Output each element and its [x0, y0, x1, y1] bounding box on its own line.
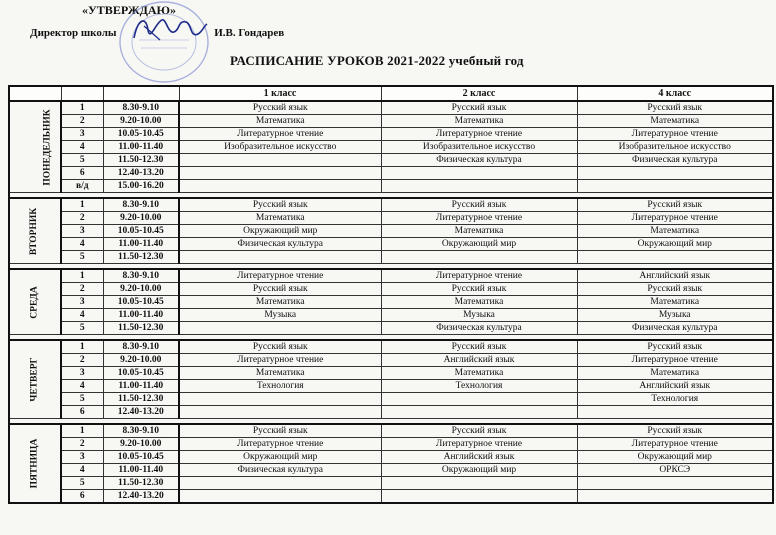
- lesson-time: 11.00-11.40: [103, 141, 179, 154]
- lesson-number: 3: [61, 128, 103, 141]
- class-2-subject: Музыка: [381, 309, 577, 322]
- lesson-row: [9, 424, 773, 438]
- lesson-time: 11.50-12.30: [103, 393, 179, 406]
- lesson-row: [9, 154, 773, 167]
- day-name-cell: [9, 340, 61, 419]
- lesson-number: 2: [61, 115, 103, 128]
- class-4-subject: ОРКСЭ: [577, 464, 773, 477]
- day-name: ПОНЕДЕЛЬНИК: [42, 108, 53, 186]
- class-1-subject: Математика: [179, 367, 381, 380]
- class-4-subject: Технология: [577, 393, 773, 406]
- class-2-subject: Изобразительное искусство: [381, 141, 577, 154]
- class-4-subject: [577, 490, 773, 504]
- day-name-cell: [9, 269, 61, 335]
- lesson-time: 11.50-12.30: [103, 154, 179, 167]
- header-row: [9, 86, 773, 101]
- class-2-subject: Русский язык: [381, 283, 577, 296]
- lesson-time: 12.40-13.20: [103, 490, 179, 504]
- lesson-time: 10.05-10.45: [103, 451, 179, 464]
- lesson-number: 2: [61, 283, 103, 296]
- class-4-subject: Русский язык: [577, 101, 773, 115]
- class-2-subject: Английский язык: [381, 451, 577, 464]
- lesson-number: 5: [61, 154, 103, 167]
- class-1-subject: Литературное чтение: [179, 128, 381, 141]
- page-title: РАСПИСАНИЕ УРОКОВ 2021-2022 учебный год: [230, 53, 524, 68]
- lesson-time: 11.50-12.30: [103, 322, 179, 335]
- schedule-body: [9, 101, 773, 503]
- lesson-number: 1: [61, 269, 103, 283]
- lesson-number: в/д: [61, 180, 103, 193]
- lesson-number: 5: [61, 477, 103, 490]
- lesson-number: 2: [61, 212, 103, 225]
- lesson-time: 9.20-10.00: [103, 212, 179, 225]
- signature-icon: [130, 12, 210, 46]
- class-1-subject: Окружающий мир: [179, 225, 381, 238]
- lesson-row: [9, 212, 773, 225]
- director-name: И.В. Гондарев: [214, 27, 285, 39]
- lesson-number: 2: [61, 438, 103, 451]
- class-4-subject: Математика: [577, 225, 773, 238]
- lesson-time: 10.05-10.45: [103, 225, 179, 238]
- class-4-subject: Литературное чтение: [577, 354, 773, 367]
- lesson-number: 5: [61, 322, 103, 335]
- class-1-header: 1 класс: [179, 86, 381, 101]
- class-2-subject: Математика: [381, 296, 577, 309]
- class-4-subject: Русский язык: [577, 283, 773, 296]
- lesson-time: 12.40-13.20: [103, 406, 179, 419]
- class-2-subject: Русский язык: [381, 198, 577, 212]
- class-4-header: 4 класс: [577, 86, 773, 101]
- class-2-subject: Физическая культура: [381, 154, 577, 167]
- class-1-subject: Физическая культура: [179, 238, 381, 251]
- time-header: [103, 86, 179, 101]
- class-4-subject: Математика: [577, 367, 773, 380]
- class-1-subject: Литературное чтение: [179, 354, 381, 367]
- class-1-subject: [179, 167, 381, 180]
- lesson-number: 4: [61, 141, 103, 154]
- class-2-subject: [381, 180, 577, 193]
- lesson-number: 1: [61, 198, 103, 212]
- class-2-subject: [381, 393, 577, 406]
- schedule-table: [8, 85, 774, 504]
- day-name: СРЕДА: [29, 285, 40, 319]
- lesson-number: 4: [61, 380, 103, 393]
- lesson-row: [9, 180, 773, 193]
- lesson-number: 3: [61, 367, 103, 380]
- lesson-row: [9, 367, 773, 380]
- lesson-number: 6: [61, 406, 103, 419]
- director-label: Директор школы: [30, 27, 117, 39]
- class-2-subject: Технология: [381, 380, 577, 393]
- class-1-subject: [179, 490, 381, 504]
- lesson-time: 8.30-9.10: [103, 101, 179, 115]
- lesson-time: 15.00-16.20: [103, 180, 179, 193]
- lesson-row: [9, 309, 773, 322]
- class-2-subject: Русский язык: [381, 340, 577, 354]
- class-1-subject: [179, 154, 381, 167]
- class-1-subject: [179, 251, 381, 264]
- class-1-subject: Русский язык: [179, 198, 381, 212]
- lesson-number: 1: [61, 340, 103, 354]
- class-2-subject: Литературное чтение: [381, 212, 577, 225]
- class-4-subject: Литературное чтение: [577, 438, 773, 451]
- class-2-subject: [381, 167, 577, 180]
- lesson-row: [9, 269, 773, 283]
- lesson-time: 9.20-10.00: [103, 115, 179, 128]
- lesson-time: 11.50-12.30: [103, 251, 179, 264]
- lesson-time: 11.50-12.30: [103, 477, 179, 490]
- day-name-cell: [9, 198, 61, 264]
- class-4-subject: Музыка: [577, 309, 773, 322]
- day-name: ЧЕТВЕРГ: [29, 357, 40, 402]
- class-2-subject: [381, 406, 577, 419]
- lesson-row: [9, 296, 773, 309]
- class-4-subject: [577, 406, 773, 419]
- lesson-row: [9, 167, 773, 180]
- lesson-number: 1: [61, 424, 103, 438]
- class-1-subject: Технология: [179, 380, 381, 393]
- approval-heading: «УТВЕРЖДАЮ»: [82, 3, 177, 17]
- class-1-subject: Литературное чтение: [179, 269, 381, 283]
- class-2-subject: [381, 477, 577, 490]
- lesson-time: 8.30-9.10: [103, 198, 179, 212]
- lesson-row: [9, 393, 773, 406]
- class-4-subject: Английский язык: [577, 269, 773, 283]
- class-1-subject: Литературное чтение: [179, 438, 381, 451]
- lesson-time: 11.00-11.40: [103, 380, 179, 393]
- lesson-number: 4: [61, 464, 103, 477]
- class-4-subject: Литературное чтение: [577, 128, 773, 141]
- class-4-subject: Русский язык: [577, 198, 773, 212]
- lesson-row: [9, 490, 773, 504]
- class-2-subject: Физическая культура: [381, 322, 577, 335]
- lesson-row: [9, 115, 773, 128]
- class-1-subject: Физическая культура: [179, 464, 381, 477]
- lesson-row: [9, 251, 773, 264]
- lesson-row: [9, 438, 773, 451]
- lesson-time: 8.30-9.10: [103, 340, 179, 354]
- class-4-subject: [577, 477, 773, 490]
- lesson-time: 11.00-11.40: [103, 464, 179, 477]
- lesson-row: [9, 477, 773, 490]
- class-2-subject: Русский язык: [381, 101, 577, 115]
- lesson-number: 4: [61, 309, 103, 322]
- lesson-time: 9.20-10.00: [103, 283, 179, 296]
- class-2-subject: [381, 490, 577, 504]
- lesson-time: 10.05-10.45: [103, 367, 179, 380]
- lesson-number: 2: [61, 354, 103, 367]
- lesson-time: 11.00-11.40: [103, 238, 179, 251]
- number-header: [61, 86, 103, 101]
- lesson-row: [9, 322, 773, 335]
- class-2-subject: Окружающий мир: [381, 238, 577, 251]
- class-1-subject: Математика: [179, 115, 381, 128]
- class-2-subject: Окружающий мир: [381, 464, 577, 477]
- lesson-time: 10.05-10.45: [103, 296, 179, 309]
- lesson-number: 5: [61, 393, 103, 406]
- class-4-subject: Математика: [577, 115, 773, 128]
- class-1-subject: Математика: [179, 296, 381, 309]
- class-4-subject: Окружающий мир: [577, 238, 773, 251]
- class-1-subject: [179, 406, 381, 419]
- lesson-number: 5: [61, 251, 103, 264]
- lesson-row: [9, 451, 773, 464]
- lesson-row: [9, 238, 773, 251]
- lesson-row: [9, 464, 773, 477]
- lesson-time: 8.30-9.10: [103, 269, 179, 283]
- lesson-number: 3: [61, 296, 103, 309]
- lesson-time: 10.05-10.45: [103, 128, 179, 141]
- lesson-number: 3: [61, 225, 103, 238]
- class-4-subject: Литературное чтение: [577, 212, 773, 225]
- lesson-time: 9.20-10.00: [103, 354, 179, 367]
- class-2-subject: Литературное чтение: [381, 269, 577, 283]
- lesson-row: [9, 406, 773, 419]
- class-4-subject: [577, 167, 773, 180]
- class-1-subject: Русский язык: [179, 424, 381, 438]
- class-2-subject: Математика: [381, 225, 577, 238]
- lesson-row: [9, 380, 773, 393]
- class-4-subject: Английский язык: [577, 380, 773, 393]
- class-4-subject: Изобразительное искусство: [577, 141, 773, 154]
- class-1-subject: [179, 477, 381, 490]
- class-2-subject: Математика: [381, 367, 577, 380]
- class-4-subject: Окружающий мир: [577, 451, 773, 464]
- class-4-subject: Русский язык: [577, 340, 773, 354]
- class-1-subject: Русский язык: [179, 101, 381, 115]
- class-2-subject: Математика: [381, 115, 577, 128]
- class-4-subject: [577, 180, 773, 193]
- lesson-number: 3: [61, 451, 103, 464]
- class-1-subject: Математика: [179, 212, 381, 225]
- class-1-subject: Русский язык: [179, 283, 381, 296]
- lesson-row: [9, 198, 773, 212]
- lesson-time: 12.40-13.20: [103, 167, 179, 180]
- class-1-subject: [179, 393, 381, 406]
- class-2-subject: Русский язык: [381, 424, 577, 438]
- class-1-subject: Музыка: [179, 309, 381, 322]
- day-name-cell: [9, 101, 61, 193]
- class-2-subject: [381, 251, 577, 264]
- class-1-subject: [179, 322, 381, 335]
- day-name-cell: [9, 424, 61, 503]
- day-header: [9, 86, 61, 101]
- class-4-subject: [577, 251, 773, 264]
- lesson-row: [9, 141, 773, 154]
- lesson-row: [9, 283, 773, 296]
- lesson-number: 6: [61, 167, 103, 180]
- lesson-row: [9, 354, 773, 367]
- lesson-number: 6: [61, 490, 103, 504]
- lesson-number: 4: [61, 238, 103, 251]
- class-2-subject: Английский язык: [381, 354, 577, 367]
- lesson-row: [9, 128, 773, 141]
- lesson-time: 11.00-11.40: [103, 309, 179, 322]
- lesson-number: 1: [61, 101, 103, 115]
- class-1-subject: [179, 180, 381, 193]
- class-2-subject: Литературное чтение: [381, 128, 577, 141]
- lesson-time: 8.30-9.10: [103, 424, 179, 438]
- class-2-subject: Литературное чтение: [381, 438, 577, 451]
- day-name: ВТОРНИК: [29, 207, 40, 255]
- day-name: ПЯТНИЦА: [29, 438, 40, 489]
- class-1-subject: Русский язык: [179, 340, 381, 354]
- lesson-time: 9.20-10.00: [103, 438, 179, 451]
- class-1-subject: Окружающий мир: [179, 451, 381, 464]
- lesson-row: [9, 340, 773, 354]
- class-4-subject: Математика: [577, 296, 773, 309]
- lesson-row: [9, 225, 773, 238]
- class-4-subject: Физическая культура: [577, 154, 773, 167]
- class-2-header: 2 класс: [381, 86, 577, 101]
- lesson-row: [9, 101, 773, 115]
- class-4-subject: Физическая культура: [577, 322, 773, 335]
- class-4-subject: Русский язык: [577, 424, 773, 438]
- class-1-subject: Изобразительное искусство: [179, 141, 381, 154]
